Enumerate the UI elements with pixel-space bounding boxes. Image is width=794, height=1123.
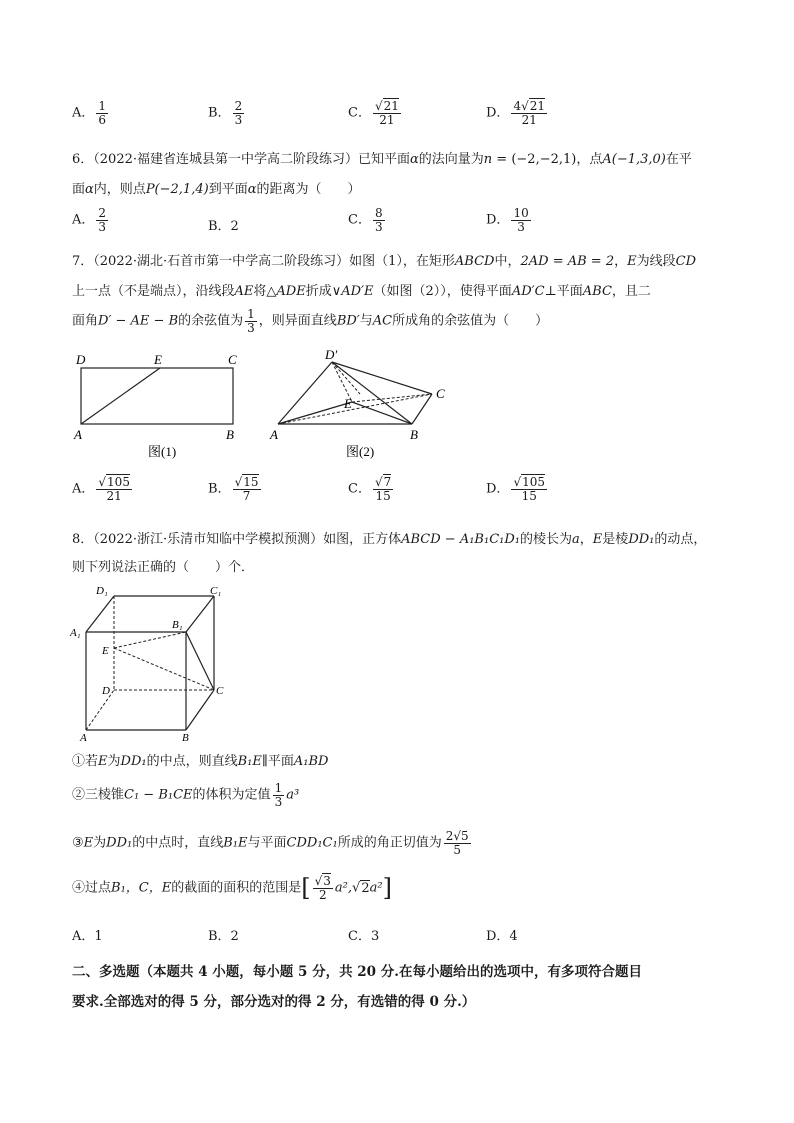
section-2-heading-line-1: 二、多选题（本题共 4 小题，每小题 5 分，共 20 分.在每小题给出的选项中，有多项符合题目 (72, 964, 642, 980)
q6-option-a: A． $\frac{2}{3}$ (72, 206, 107, 234)
label-a: A (80, 732, 87, 744)
label-b: B (182, 732, 189, 744)
label-a2: A (270, 427, 278, 442)
q8-option-a: A．1 (72, 929, 103, 944)
q8-line-2: 则下列说法正确的（ ）个． (72, 560, 255, 575)
q7-figures (70, 346, 470, 466)
seg-eb (352, 402, 412, 424)
label-e2: E (344, 396, 352, 411)
q8-option-d: D．4 (486, 929, 518, 944)
label-c1: C₁ (210, 585, 222, 597)
label-b: B (226, 427, 234, 442)
seg-ec-dashed (352, 394, 432, 402)
q7-option-b: B． $\frac{√15}{7}$ (208, 475, 259, 503)
figure-1-rectangle (73, 352, 237, 459)
q5-option-d: D． $\frac{4√21}{21}$ (486, 99, 546, 127)
segment-ae (81, 368, 160, 424)
section-2-heading-line-2: 要求.全部选对的得 5 分，部分选对的得 2 分，有选错的得 0 分.） (72, 994, 476, 1010)
q6-line-2: 面α内，则点P(−2,1,4)到平面α的距离为（ ） (72, 182, 361, 197)
label-b2: B (410, 427, 418, 442)
seg-eb1-dashed (114, 632, 186, 648)
q8-cube-figure (70, 582, 236, 744)
figure-2-caption: 图(2) (346, 444, 375, 459)
q5-option-c: C． $\frac{√21}{21}$ (348, 99, 399, 127)
label-d1: D₁ (96, 585, 108, 597)
seg-ac-dashed (278, 394, 432, 424)
label-c: C (216, 685, 224, 697)
rect-abcd (81, 368, 233, 424)
q8-statement-4: ④过点B₁，C，E的截面的面积的范围是[ $\frac{√3}{2}$ a²,√2a²] (72, 873, 392, 902)
q6-option-d: D． $\frac{10}{3}$ (486, 206, 529, 234)
label-e: E (154, 352, 162, 367)
label-d: D (76, 352, 86, 367)
label-b1: B₁ (172, 619, 183, 631)
q7-option-d: D． $\frac{√105}{15}$ (486, 475, 545, 503)
q6-option-c: C． $\frac{8}{3}$ (348, 206, 383, 234)
q7-option-c: C． $\frac{√7}{15}$ (348, 475, 392, 503)
q5-option-a: A． $\frac{1}{6}$ (72, 99, 107, 127)
seg-bc (412, 394, 432, 424)
seg-ec-dashed (114, 648, 214, 690)
seg-db (332, 362, 412, 424)
label-a1: A₁ (70, 627, 81, 639)
q7-option-a: A． $\frac{√105}{21}$ (72, 475, 130, 503)
q7-line-1: 7．（2022·湖北·石首市第一中学高二阶段练习）如图（1），在矩形ABCD中，2AD = AB = 2，E为线段CD (72, 254, 696, 269)
q8-statement-2: ②三棱锥C₁ − B₁CE的体积为定值 $\frac{1}{3}$ a³ (72, 781, 300, 809)
seg-ae (278, 402, 352, 424)
q8-line-1: 8．（2022·浙江·乐清市知临中学模拟预测）如图，正方体ABCD − A₁B₁C₁D₁的棱长为a，E是棱DD₁的动点， (72, 532, 707, 547)
q8-option-b: B．2 (208, 929, 239, 944)
label-c: C (228, 352, 237, 367)
edge-b1c1 (186, 596, 214, 632)
q8-option-c: C．3 (348, 929, 380, 944)
q8-statement-3: ③E为DD₁的中点时，直线B₁E与平面CDD₁C₁所成的角正切值为 $\frac{2√5}{5}$ (72, 829, 469, 857)
label-d: D (102, 685, 110, 697)
label-a: A (74, 427, 82, 442)
edge-bc (186, 690, 214, 730)
seg-dc (332, 362, 432, 394)
q6-option-b: B．2 (208, 219, 239, 234)
q7-line-3: 面角D′ − AE − B的余弦值为 $\frac{1}{3}$ ，则异面直线BD′与AC所成角的余弦值为（ ） (72, 307, 549, 335)
figure-2-fold (269, 347, 445, 459)
label-c2: C (436, 386, 445, 401)
edge-a1d1 (86, 596, 114, 632)
label-e: E (102, 645, 109, 657)
q5-option-b: B． $\frac{2}{3}$ (208, 99, 243, 127)
label-d-prime: D′ (325, 347, 338, 362)
edge-b1c (186, 632, 214, 690)
q7-line-2: 上一点（不是端点），沿线段AE将△ADE折成∨AD′E（如图（2）），使得平面AD′C⊥平面ABC，且二 (72, 284, 651, 299)
q8-statement-1: ①若E为DD₁的中点，则直线B₁E∥平面A₁BD (72, 754, 329, 769)
figure-1-caption: 图(1) (148, 444, 177, 459)
q6-line-1: 6．（2022·福建省连城县第一中学高二阶段练习）已知平面α的法向量为n = (−2,−2,1)，点A(−1,3,0)在平 (72, 152, 692, 167)
